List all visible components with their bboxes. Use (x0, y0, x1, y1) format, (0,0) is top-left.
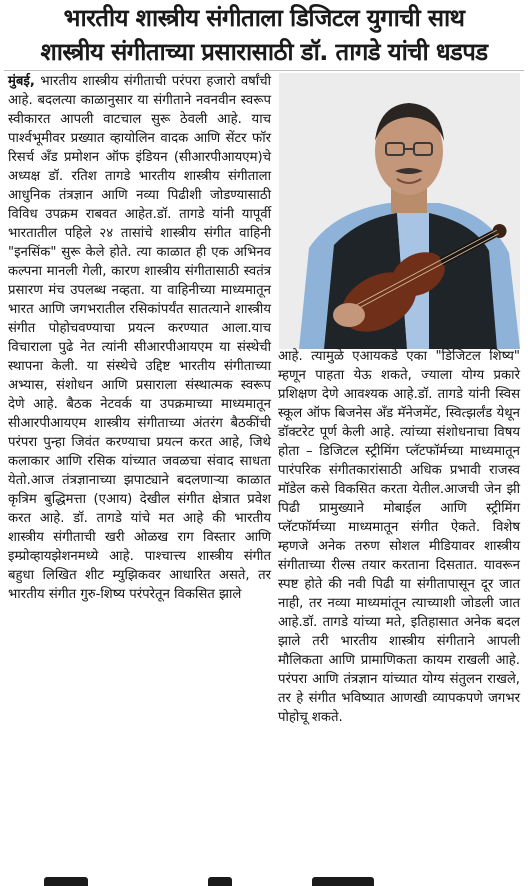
dateline: मुंबई, (8, 74, 35, 89)
cut-mark (312, 877, 374, 886)
article-column-right (278, 347, 520, 727)
cut-mark (44, 877, 88, 886)
headline-divider (4, 70, 524, 71)
article-body-right: आहे. त्यामुळे एआयकडे एका "डिजिटल शिष्य" म्हणून पाहता येऊ शकते, ज्याला योग्य प्रकारे प्रशिक्षण देणे आवश्यक आहे.डॉ. तागडे यांनी स्विस स्कूल ऑफ बिजनेस अँड मॅनेजमेंट, स्वित्झर्लंड येथून डॉक्टरेट पूर्ण केली आहे. त्यांच्या संशोधनाचा विषय होता – डिजिटल स्ट्रीमिंग प्लॅटफॉर्मच्या माध्यमातून पारंपरिक संगीतकारांसाठी अधिक प्रभावी राजस्व मॉडेल कसे विकसित करता येतील.आजची जेन झी पिढी प्रामुख्याने मोबाईल आणि स्ट्रीमिंग प्लॅटफॉर्मच्या माध्यमातून संगीत ऐकते. विशेष म्हणजे अनेक तरुण सोशल मीडियावर शास्त्रीय संगीताच्या रील्स तयार करताना दिसतात. यावरून स्पष्ट होते की नवी पिढी या संगीतापासून दूर जात नाही, तर नव्या माध्यमांतून त्याच्याशी जोडली जात आहे.डॉ. तागडे यांच्या मते, इतिहासात अनेक बदल झाले तरी भारतीय शास्त्रीय संगीताने आपली मौलिकता आणि प्रामाणिकता कायम राखली आहे. परंपरा आणि तंत्रज्ञान यांच्यात योग्य संतुलन राखले, तर हे संगीत भविष्यात आणखी व्यापकपणे जगभर पोहोचू शकते. (278, 349, 520, 725)
cut-mark (208, 877, 232, 886)
headline-line-1: भारतीय शास्त्रीय संगीताला डिजिटल युगाची साथ (63, 4, 465, 32)
headline-line-2: शास्त्रीय संगीताच्या प्रसारासाठी डॉ. तागडे यांची धडपड (40, 38, 488, 66)
portrait-photo (279, 73, 520, 349)
article-body-left: भारतीय शास्त्रीय संगीताची परंपरा हजारो वर्षांची आहे. बदलत्या काळानुसार या संगीताने नवनवीन स्वरूप स्वीकारत आपली वाटचाल सुरू ठेवली आहे. याच पार्श्वभूमीवर प्रख्यात व्हायोलिन वादक आणि सेंटर फॉर रिसर्च अँड प्रमोशन ऑफ इंडियन (सीआरपीआयएम)चे अध्यक्ष डॉ. रतिश तागडे भारतीय शास्त्रीय संगीताला आधुनिक तंत्रज्ञान आणि नव्या पिढीशी जोडण्यासाठी विविध उपक्रम राबवत आहेत.डॉ. तागडे यांनी यापूर्वी भारतातील पहिले २४ तासांचे शास्त्रीय संगीत वाहिनी "इनसिंक" सुरू केले होते. त्या काळात ही एक अभिनव कल्पना मानली गेली, कारण शास्त्रीय संगीतासाठी स्वतंत्र प्रसारण मंच उपलब्ध नव्हता. या वाहिनीच्या माध्यमातून भारत आणि जगभरातील रसिकांपर्यंत सातत्याने शास्त्रीय संगीत पोहोचवण्याचा प्रयत्न करण्यात आला.याच विचाराला पुढे नेत त्यांनी सीआरपीआयएम या संस्थेची स्थापना केली. या संस्थेचे उद्दिष्ट भारतीय संगीताच्या अभ्यास, संशोधन आणि प्रसाराला संस्थात्मक स्वरूप देणे आहे. बैठक नेटवर्क या उपक्रमाच्या माध्यमातून सीआरपीआयएम शास्त्रीय संगीताच्या अंतरंग बैठकींची परंपरा पुन्हा जिवंत करण्याचा प्रयत्न करत आहे, जिथे कलाकार आणि रसिक यांच्यात जवळचा संवाद साधता येतो.आज तंत्रज्ञानाच्या झपाट्याने बदलणाऱ्या काळात कृत्रिम बुद्धिमत्ता (एआय) देखील संगीत क्षेत्रात प्रवेश करत आहे. डॉ. तागडे यांचे मत आहे की भारतीय शास्त्रीय संगीताची खरी ओळख राग विस्तार आणि इम्प्रोव्हायझेशनमध्ये आहे. पाश्चात्त्य शास्त्रीय संगीत बहुधा लिखित शीट म्युझिकवर आधारित असते, तर भारतीय संगीत गुरु-शिष्य परंपरेतून विकसित झाले (8, 74, 271, 602)
article-column-left (8, 72, 271, 604)
